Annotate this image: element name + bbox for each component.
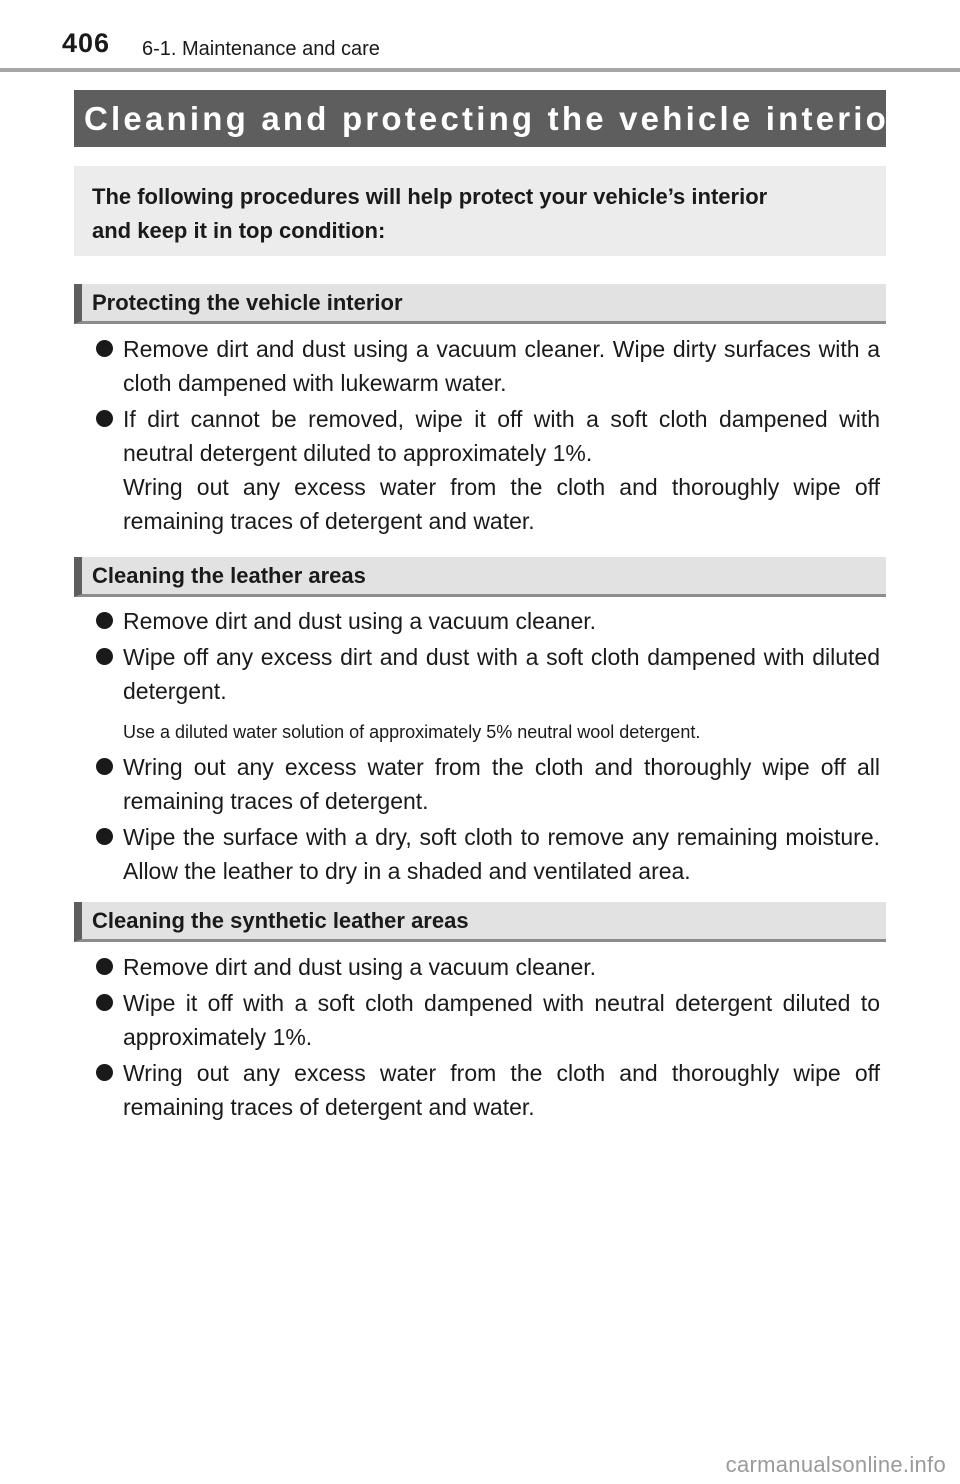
bullet-dot-icon xyxy=(96,958,113,975)
section-heading: Cleaning the leather areas xyxy=(92,562,366,588)
section-heading: Protecting the vehicle interior xyxy=(92,289,403,315)
bullet-text: Wipe it off with a soft cloth dampened with neutral detergent diluted to approximately 1%. xyxy=(123,990,880,1050)
list-item xyxy=(92,1056,880,1124)
note-text: Use a diluted water solution of approximately 5% neutral wool detergent. xyxy=(123,722,701,742)
section-header-protecting xyxy=(74,284,886,324)
list-item xyxy=(92,986,880,1054)
page-title-banner xyxy=(74,90,906,147)
bullet-text: Remove dirt and dust using a vacuum cleaner. Wipe dirty surfaces with a cloth dampened with lukewarm water. xyxy=(123,336,880,396)
page-title: Cleaning and protecting the vehicle interior xyxy=(84,99,906,137)
section-header-leather xyxy=(74,557,886,597)
bullet-list-protecting xyxy=(92,332,880,540)
list-item xyxy=(92,640,880,708)
bullet-dot-icon xyxy=(96,1064,113,1081)
bullet-dot-icon xyxy=(96,758,113,775)
page-header xyxy=(0,0,960,72)
bullet-dot-icon xyxy=(96,994,113,1011)
bullet-text: Remove dirt and dust using a vacuum cleaner. xyxy=(123,608,597,634)
bullet-text: If dirt cannot be removed, wipe it off with a soft cloth dampened with neutral detergent diluted to approximately 1%. xyxy=(123,406,880,466)
bullet-list-leather xyxy=(92,604,880,890)
bullet-text: Remove dirt and dust using a vacuum cleaner. xyxy=(123,954,597,980)
bullet-text-continued: Wring out any excess water from the cloth and thoroughly wipe off remaining traces of detergent and water. xyxy=(123,474,880,534)
section-heading: Cleaning the synthetic leather areas xyxy=(92,907,469,933)
list-item xyxy=(92,950,880,984)
list-item xyxy=(92,402,880,538)
page-number: 406 xyxy=(62,28,111,58)
intro-box xyxy=(74,166,886,256)
bullet-dot-icon xyxy=(96,828,113,845)
list-item xyxy=(92,820,880,888)
section-reference: 6-1. Maintenance and care xyxy=(142,38,380,60)
section-header-synthetic xyxy=(74,902,886,942)
bullet-dot-icon xyxy=(96,648,113,665)
bullet-text: Wring out any excess water from the cloth and thoroughly wipe off remaining traces of detergent and water. xyxy=(123,1060,880,1120)
bullet-list-synthetic xyxy=(92,950,880,1126)
list-item xyxy=(92,750,880,818)
bullet-dot-icon xyxy=(96,410,113,427)
bullet-text: Wipe off any excess dirt and dust with a soft cloth dampened with diluted detergent. xyxy=(123,644,880,704)
bullet-dot-icon xyxy=(96,340,113,357)
list-item xyxy=(92,604,880,638)
bullet-text: Wipe the surface with a dry, soft cloth to remove any remaining moisture. Allow the leather to dry in a shaded and ventilated area. xyxy=(123,824,880,884)
bullet-dot-icon xyxy=(96,612,113,629)
bullet-text: Wring out any excess water from the cloth and thoroughly wipe off all remaining traces of detergent. xyxy=(123,754,880,814)
site-watermark: carmanualsonline.info xyxy=(725,1452,946,1477)
list-item xyxy=(92,332,880,400)
intro-line-1: The following procedures will help protect your vehicle’s interior xyxy=(92,184,768,209)
intro-line-2: and keep it in top condition: xyxy=(92,218,386,243)
